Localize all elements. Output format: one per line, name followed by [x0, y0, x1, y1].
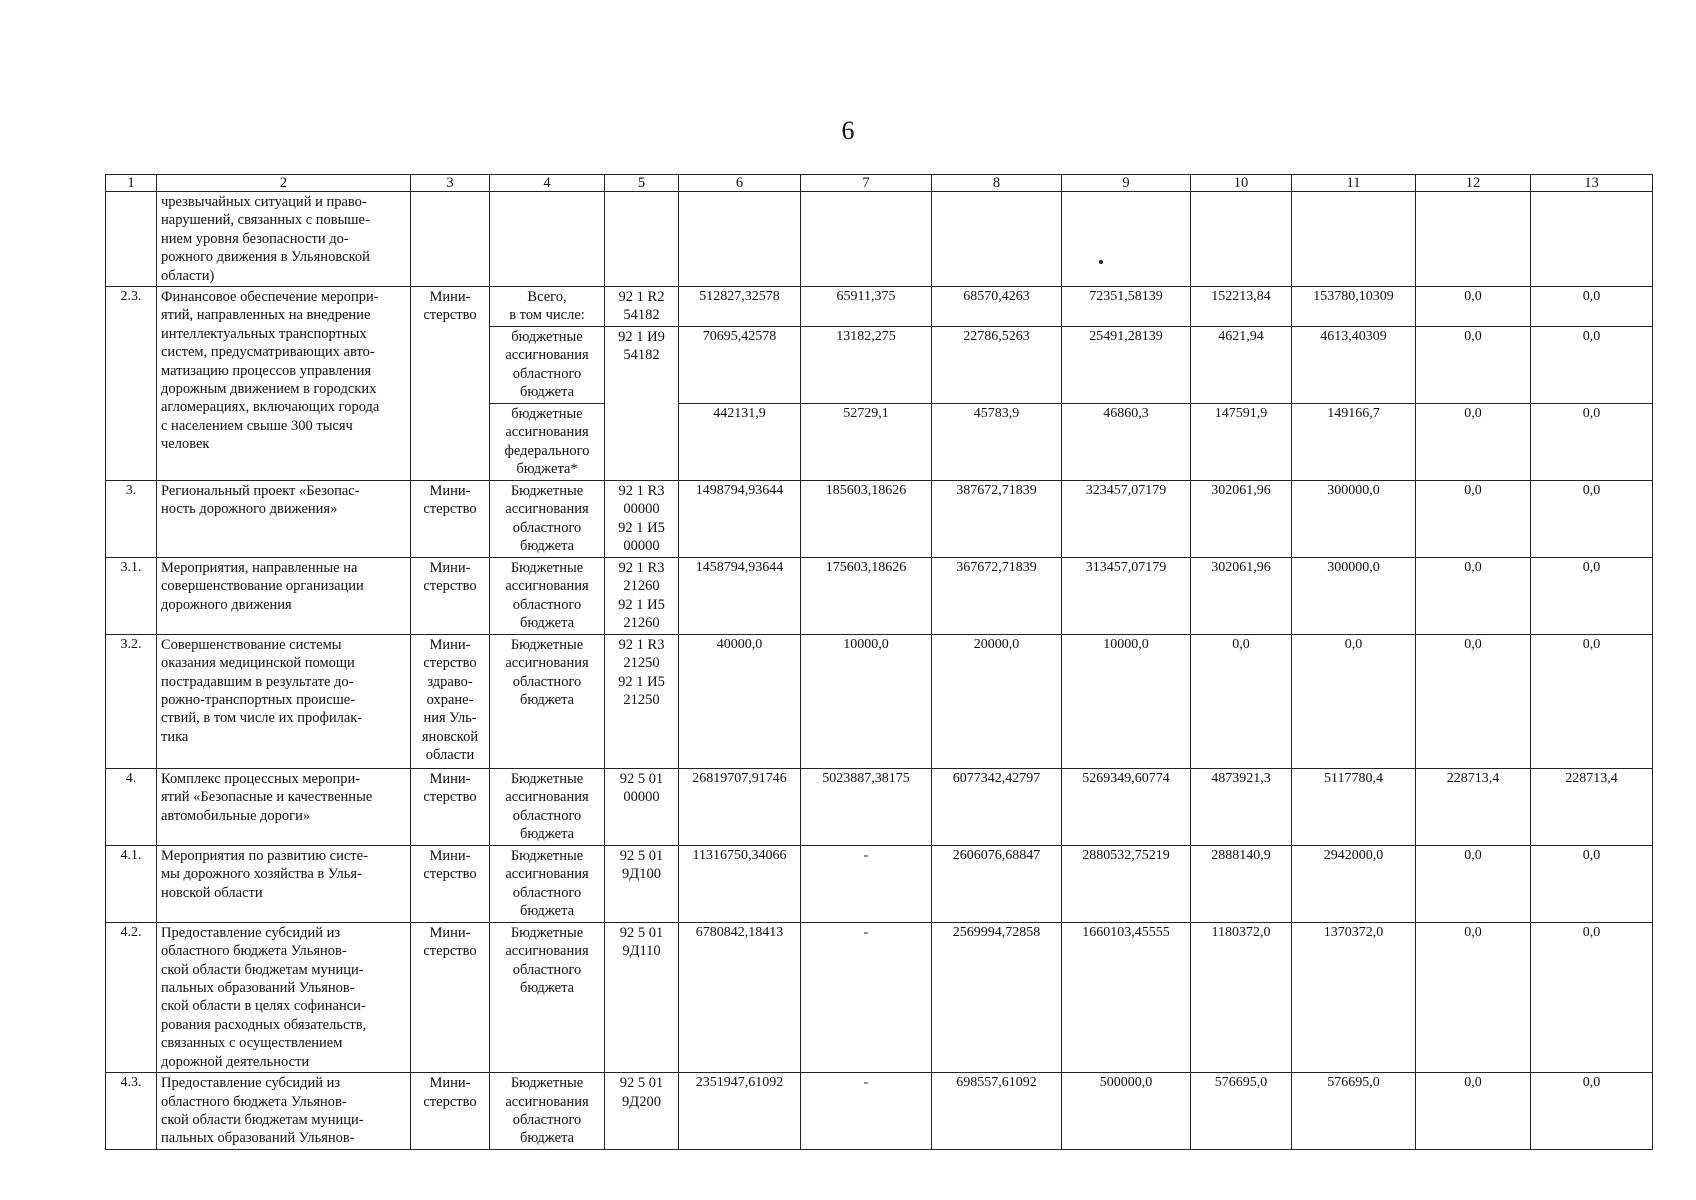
value-cell: 152213,84 — [1191, 287, 1292, 327]
value-cell: 10000,0 — [801, 634, 932, 768]
page-number: 6 — [841, 116, 855, 145]
empty-cell — [1416, 192, 1531, 287]
value-cell: 2942000,0 — [1292, 845, 1416, 922]
value-cell: 576695,0 — [1191, 1073, 1292, 1150]
row-source: Бюджетные ассигнования областного бюджета — [490, 634, 605, 768]
value-cell: 512827,32578 — [679, 287, 801, 327]
row-code: 92 1 И9 54182 — [605, 326, 679, 480]
budget-table — [105, 174, 1653, 1150]
value-cell: 46860,3 — [1062, 403, 1191, 480]
header-cell: 2 — [157, 175, 411, 192]
row-number: 4. — [106, 768, 157, 845]
row-executor: Мини- стерство — [411, 845, 490, 922]
table-row — [106, 480, 1653, 557]
value-cell: 300000,0 — [1292, 480, 1416, 557]
value-cell: 0,0 — [1416, 634, 1531, 768]
value-cell: 367672,71839 — [932, 557, 1062, 634]
row-number: 3.1. — [106, 557, 157, 634]
value-cell: 0,0 — [1292, 634, 1416, 768]
header-cell: 10 — [1191, 175, 1292, 192]
value-cell: 500000,0 — [1062, 1073, 1191, 1150]
row-source: Бюджетные ассигнования областного бюджета — [490, 480, 605, 557]
empty-cell — [1191, 192, 1292, 287]
value-cell: 2606076,68847 — [932, 845, 1062, 922]
value-cell: 147591,9 — [1191, 403, 1292, 480]
value-cell: 2888140,9 — [1191, 845, 1292, 922]
value-cell: - — [801, 922, 932, 1072]
header-cell: 6 — [679, 175, 801, 192]
value-cell: 149166,7 — [1292, 403, 1416, 480]
value-cell: - — [801, 845, 932, 922]
value-cell: 0,0 — [1416, 922, 1531, 1072]
value-cell: 6077342,42797 — [932, 768, 1062, 845]
value-cell: 175603,18626 — [801, 557, 932, 634]
row-number: 4.3. — [106, 1073, 157, 1150]
header-cell: 11 — [1292, 175, 1416, 192]
table-row — [106, 768, 1653, 845]
row-number: 2.3. — [106, 287, 157, 481]
value-cell: 52729,1 — [801, 403, 932, 480]
row-number: 3. — [106, 480, 157, 557]
empty-cell — [490, 192, 605, 287]
row-number: 4.2. — [106, 922, 157, 1072]
header-cell: 4 — [490, 175, 605, 192]
value-cell: 0,0 — [1531, 1073, 1653, 1150]
row-name: Мероприятия по развитию систе- мы дорожного хозяйства в Улья- новской области — [157, 845, 411, 922]
row-code: 92 1 R2 54182 — [605, 287, 679, 327]
row-executor: Мини- стерство — [411, 1073, 490, 1150]
row-executor: Мини- стерство — [411, 768, 490, 845]
value-cell: 387672,71839 — [932, 480, 1062, 557]
value-cell: 0,0 — [1531, 634, 1653, 768]
header-row — [106, 175, 1653, 192]
empty-cell — [801, 192, 932, 287]
value-cell: 442131,9 — [679, 403, 801, 480]
value-cell: 0,0 — [1531, 287, 1653, 327]
row-source: Бюджетные ассигнования областного бюджета — [490, 1073, 605, 1150]
empty-cell — [1062, 192, 1191, 287]
value-cell: 70695,42578 — [679, 326, 801, 403]
value-cell: 6780842,18413 — [679, 922, 801, 1072]
value-cell: 0,0 — [1416, 403, 1531, 480]
header-cell: 5 — [605, 175, 679, 192]
row-code: 92 1 R3 00000 92 1 И5 00000 — [605, 480, 679, 557]
value-cell: 13182,275 — [801, 326, 932, 403]
value-cell: 1498794,93644 — [679, 480, 801, 557]
value-cell: 5269349,60774 — [1062, 768, 1191, 845]
value-cell: 0,0 — [1416, 326, 1531, 403]
row-name: Региональный проект «Безопас- ность дорожного движения» — [157, 480, 411, 557]
row-code: 92 5 01 9Д100 — [605, 845, 679, 922]
value-cell: - — [801, 1073, 932, 1150]
table-row — [106, 1073, 1653, 1150]
value-cell: 228713,4 — [1416, 768, 1531, 845]
value-cell: 0,0 — [1531, 326, 1653, 403]
value-cell: 576695,0 — [1292, 1073, 1416, 1150]
row-source: Бюджетные ассигнования областного бюджета — [490, 845, 605, 922]
value-cell: 45783,9 — [932, 403, 1062, 480]
table-row — [106, 557, 1653, 634]
value-cell: 0,0 — [1191, 634, 1292, 768]
row-name: Предоставление субсидий из областного бюджета Ульянов- ской области бюджетам муници- пальных образований Ульянов- — [157, 1073, 411, 1150]
value-cell: 1180372,0 — [1191, 922, 1292, 1072]
table-row — [106, 922, 1653, 1072]
row-number: 3.2. — [106, 634, 157, 768]
row-source: Бюджетные ассигнования областного бюджета — [490, 922, 605, 1072]
value-cell: 0,0 — [1416, 480, 1531, 557]
table-row — [106, 634, 1653, 768]
value-cell: 185603,18626 — [801, 480, 932, 557]
value-cell: 2880532,75219 — [1062, 845, 1191, 922]
continuation-row — [106, 192, 1653, 287]
value-cell: 0,0 — [1531, 480, 1653, 557]
empty-cell — [679, 192, 801, 287]
value-cell: 40000,0 — [679, 634, 801, 768]
empty-cell — [605, 192, 679, 287]
row-code: 92 1 R3 21260 92 1 И5 21260 — [605, 557, 679, 634]
value-cell: 4873921,3 — [1191, 768, 1292, 845]
row-source: бюджетные ассигнования федерального бюджета* — [490, 403, 605, 480]
row-executor: Мини- стерство — [411, 557, 490, 634]
row-executor: Мини- стерство — [411, 922, 490, 1072]
value-cell: 10000,0 — [1062, 634, 1191, 768]
continuation-text: чрезвычайных ситуаций и право- нарушений, связанных с повыше- нием уровня безопасности до- рожного движения в Ульяновской области) — [157, 192, 411, 287]
value-cell: 5023887,38175 — [801, 768, 932, 845]
value-cell: 300000,0 — [1292, 557, 1416, 634]
value-cell: 0,0 — [1416, 845, 1531, 922]
header-cell: 12 — [1416, 175, 1531, 192]
scan-speck — [1099, 260, 1103, 264]
header-cell: 3 — [411, 175, 490, 192]
row-name: Мероприятия, направленные на совершенствование организации дорожного движения — [157, 557, 411, 634]
value-cell: 65911,375 — [801, 287, 932, 327]
value-cell: 0,0 — [1416, 287, 1531, 327]
value-cell: 313457,07179 — [1062, 557, 1191, 634]
value-cell: 0,0 — [1416, 1073, 1531, 1150]
row-name: Финансовое обеспечение меропри- ятий, направленных на внедрение интеллектуальных транспортных систем, предусматривающих авто- матизацию процессов управления дорожным движением в городских агломерациях, включающих города с населением свыше 300 тысяч человек — [157, 287, 411, 481]
table-body — [106, 175, 1653, 1150]
empty-cell — [106, 192, 157, 287]
row-executor: Мини- стерство — [411, 480, 490, 557]
value-cell: 25491,28139 — [1062, 326, 1191, 403]
header-cell: 7 — [801, 175, 932, 192]
value-cell: 68570,4263 — [932, 287, 1062, 327]
value-cell: 26819707,91746 — [679, 768, 801, 845]
value-cell: 22786,5263 — [932, 326, 1062, 403]
header-cell: 8 — [932, 175, 1062, 192]
value-cell: 72351,58139 — [1062, 287, 1191, 327]
table-row — [106, 845, 1653, 922]
value-cell: 0,0 — [1531, 845, 1653, 922]
value-cell: 2351947,61092 — [679, 1073, 801, 1150]
value-cell: 153780,10309 — [1292, 287, 1416, 327]
value-cell: 20000,0 — [932, 634, 1062, 768]
row-name: Предоставление субсидий из областного бюджета Ульянов- ской области бюджетам муници- пальных образований Ульянов- ской области в целях софинанси- рования расходных обязательств, связанных с осуществлением дорожной деятельности — [157, 922, 411, 1072]
value-cell: 0,0 — [1531, 557, 1653, 634]
value-cell: 2569994,72858 — [932, 922, 1062, 1072]
value-cell: 698557,61092 — [932, 1073, 1062, 1150]
empty-cell — [932, 192, 1062, 287]
value-cell: 302061,96 — [1191, 480, 1292, 557]
row-source: бюджетные ассигнования областного бюджета — [490, 326, 605, 403]
empty-cell — [1531, 192, 1653, 287]
row-source: Бюджетные ассигнования областного бюджета — [490, 768, 605, 845]
table-row — [106, 287, 1653, 327]
header-cell: 9 — [1062, 175, 1191, 192]
value-cell: 4613,40309 — [1292, 326, 1416, 403]
value-cell: 0,0 — [1416, 557, 1531, 634]
row-code: 92 1 R3 21250 92 1 И5 21250 — [605, 634, 679, 768]
value-cell: 228713,4 — [1531, 768, 1653, 845]
value-cell: 0,0 — [1531, 922, 1653, 1072]
row-name: Совершенствование системы оказания медицинской помощи пострадавшим в результате до- рожно-транспортных происше- ствий, в том числе их профилак- тика — [157, 634, 411, 768]
header-cell: 1 — [106, 175, 157, 192]
value-cell: 1660103,45555 — [1062, 922, 1191, 1072]
empty-cell — [1292, 192, 1416, 287]
row-source: Всего, в том числе: — [490, 287, 605, 327]
value-cell: 0,0 — [1531, 403, 1653, 480]
row-name: Комплекс процессных меропри- ятий «Безопасные и качественные автомобильные дороги» — [157, 768, 411, 845]
value-cell: 1370372,0 — [1292, 922, 1416, 1072]
value-cell: 11316750,34066 — [679, 845, 801, 922]
value-cell: 4621,94 — [1191, 326, 1292, 403]
row-executor: Мини- стерство здраво- охране- ния Уль- яновской области — [411, 634, 490, 768]
value-cell: 1458794,93644 — [679, 557, 801, 634]
row-number: 4.1. — [106, 845, 157, 922]
row-code: 92 5 01 00000 — [605, 768, 679, 845]
empty-cell — [411, 192, 490, 287]
row-code: 92 5 01 9Д200 — [605, 1073, 679, 1150]
row-source: Бюджетные ассигнования областного бюджета — [490, 557, 605, 634]
row-code: 92 5 01 9Д110 — [605, 922, 679, 1072]
value-cell: 5117780,4 — [1292, 768, 1416, 845]
value-cell: 323457,07179 — [1062, 480, 1191, 557]
header-cell: 13 — [1531, 175, 1653, 192]
value-cell: 302061,96 — [1191, 557, 1292, 634]
row-executor: Мини- стерство — [411, 287, 490, 481]
